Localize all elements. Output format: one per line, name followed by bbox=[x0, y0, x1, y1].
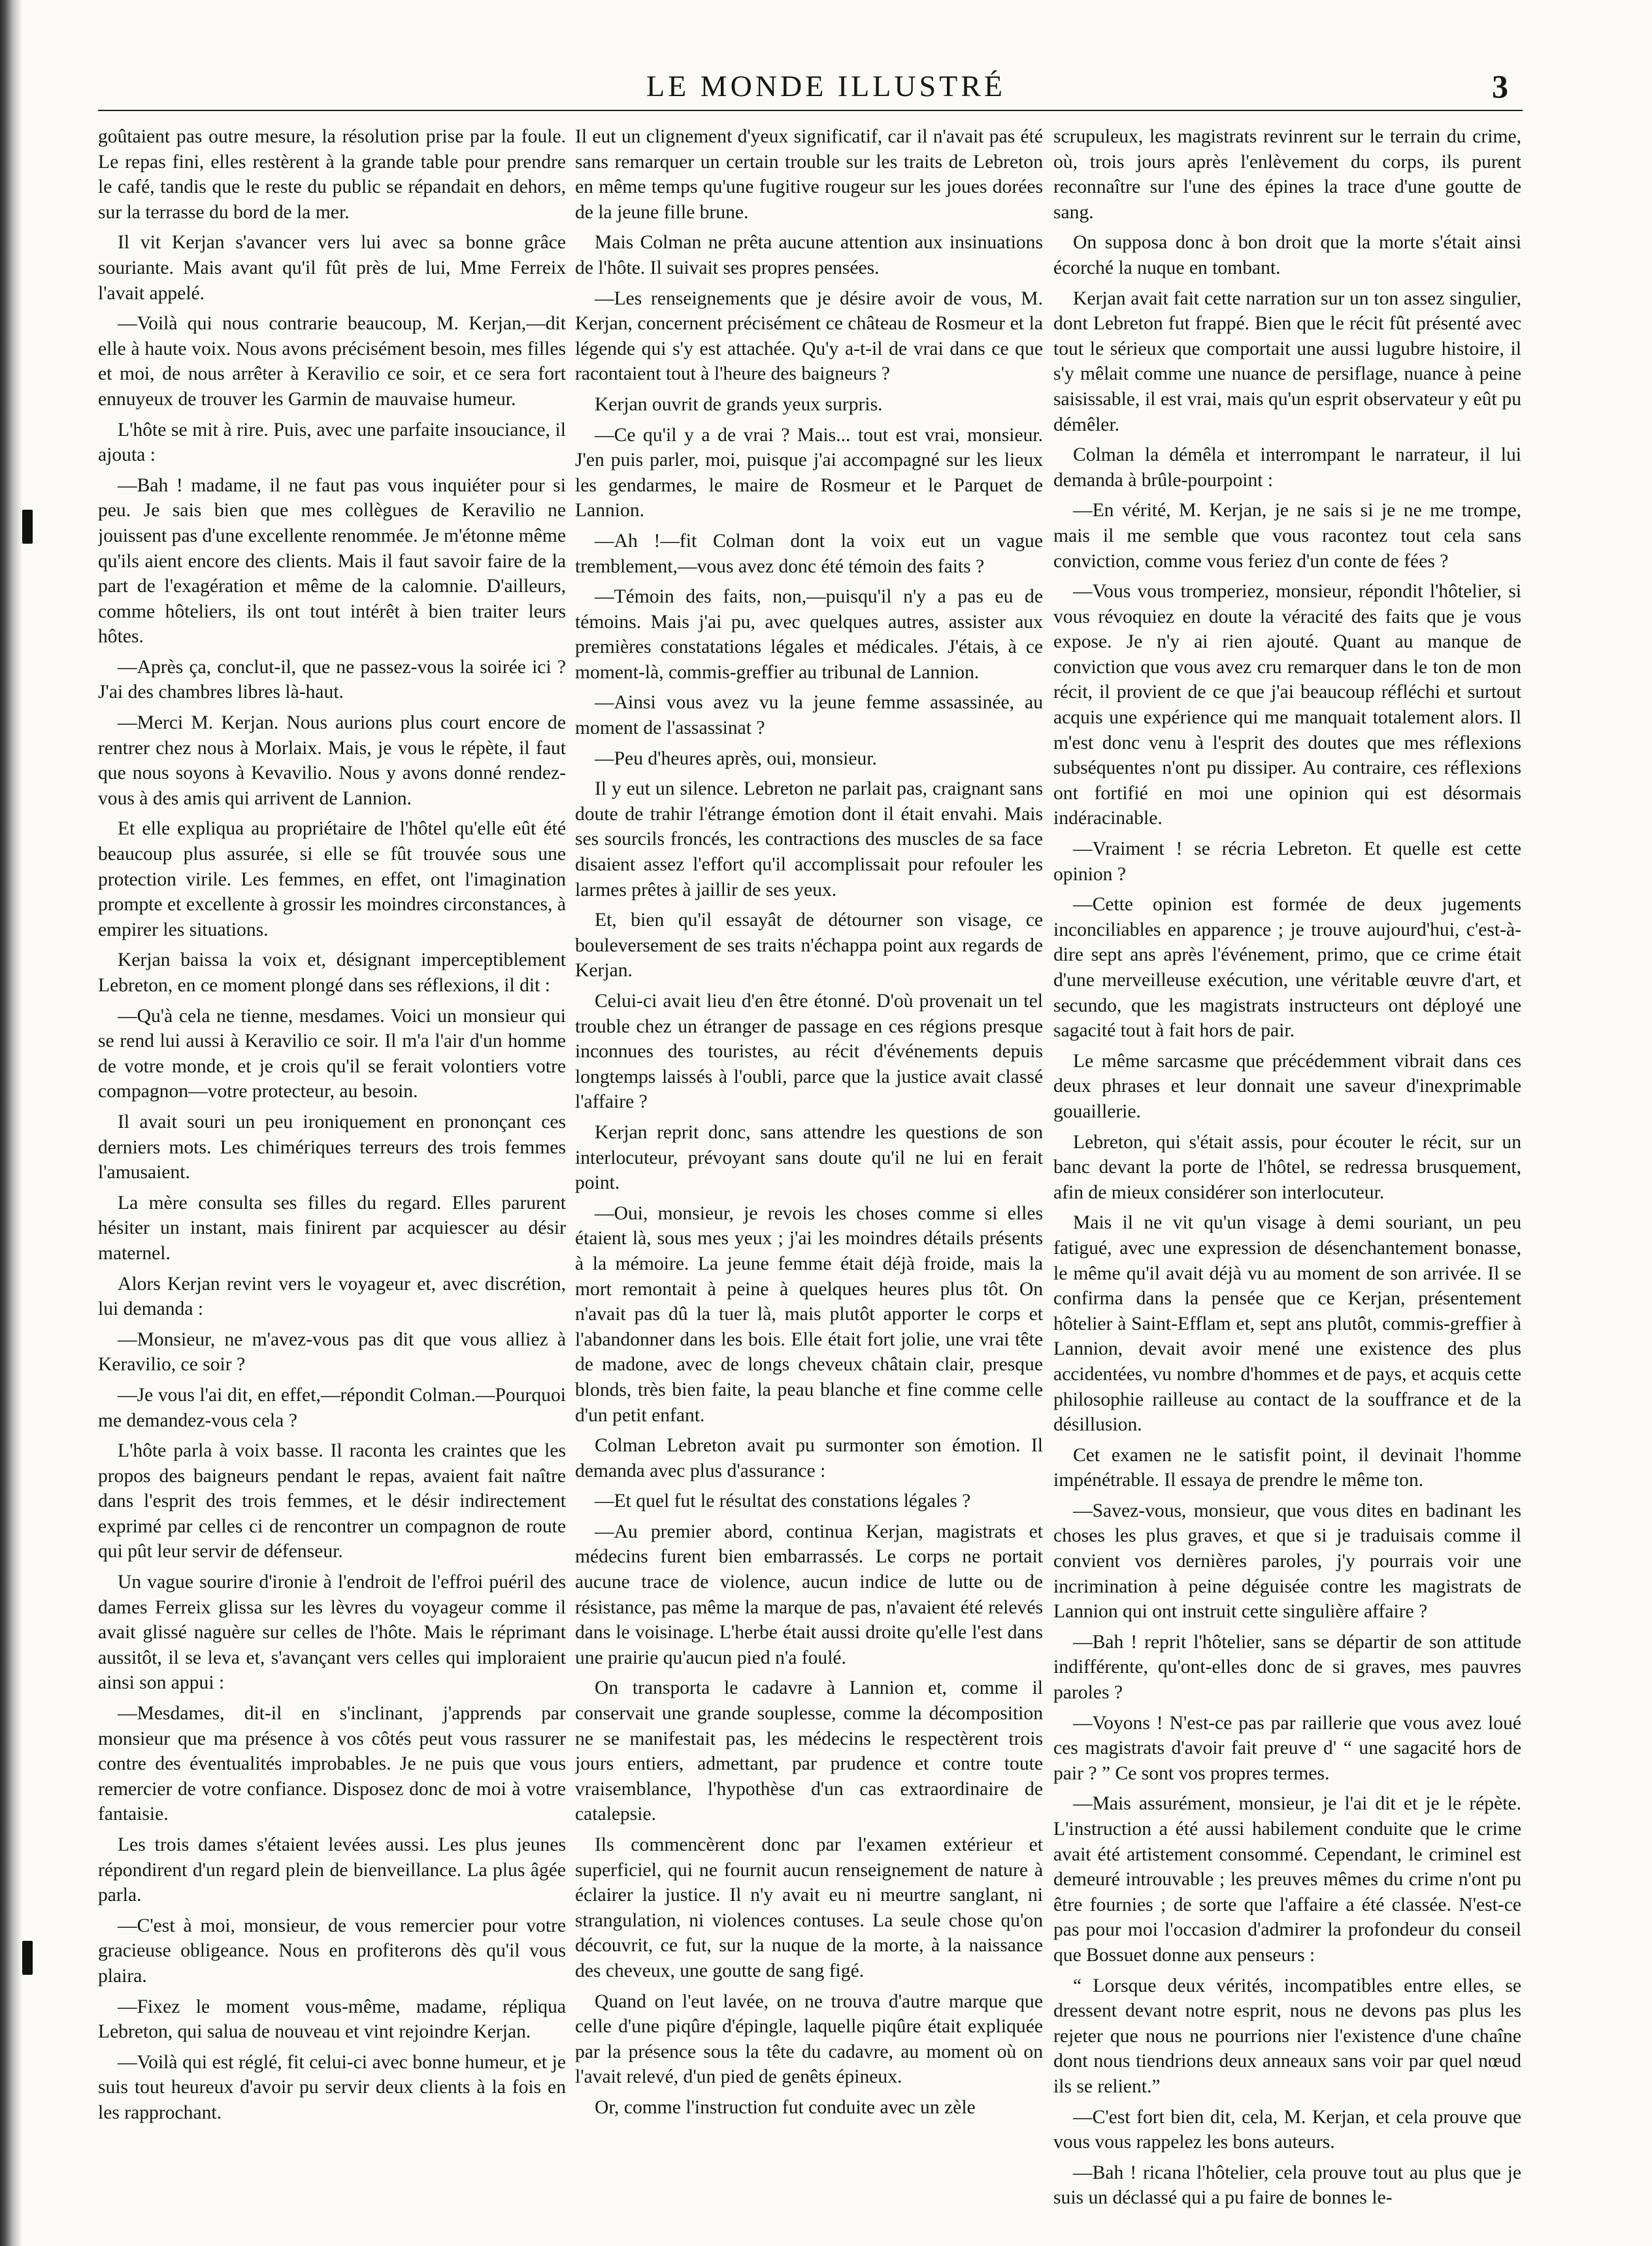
binding-mark bbox=[22, 510, 33, 544]
article-paragraph: Et, bien qu'il essayât de détourner son visage, ce bouleversement de ses traits n'échappa point aux regards de Kerjan. bbox=[575, 910, 1043, 982]
article-paragraph: Quand on l'eut lavée, on ne trouva d'autre marque que celle d'une piqûre d'épingle, laquelle piqûre était expliquée par la présence sous la tête du cadavre, au moment où on l'avait relevé, d'un pied de genêts épineux. bbox=[575, 1990, 1043, 2088]
article-paragraph: —C'est à moi, monsieur, de vous remercier pour votre gracieuse obligeance. Nous en profiterons dès qu'il vous plaira. bbox=[98, 1915, 566, 1987]
article-paragraph: On supposa donc à bon droit que la morte s'était ainsi écorché la nuque en tombant. bbox=[1053, 232, 1521, 278]
article-paragraph: L'hôte parla à voix basse. Il raconta les craintes que les propos des baigneurs pendant le repas, avaient fait naître dans l'esprit des trois femmes, et le désir indirectement exprimé par celles ci de rencontrer un compagnon de route qui pût leur servir de défenseur. bbox=[98, 1440, 566, 1562]
article-paragraph: Il y eut un silence. Lebreton ne parlait pas, craignant sans doute de trahir l'étrange émotion dont il était envahi. Mais ses sourcils froncés, les contractions des muscles de sa face disaient assez l'effort qu'il accomplissait pour refouler les larmes prêtes à jaillir de ses yeux. bbox=[575, 778, 1043, 900]
text-column-1 bbox=[98, 124, 566, 2235]
article-paragraph: Kerjan baissa la voix et, désignant imperceptiblement Lebreton, en ce moment plongé dans ses réflexions, il dit : bbox=[98, 950, 566, 996]
article-paragraph: —Après ça, conclut-il, que ne passez-vous la soirée ici ? J'ai des chambres libres là-haut. bbox=[98, 656, 566, 703]
article-paragraph: scrupuleux, les magistrats revinrent sur le terrain du crime, où, trois jours après l'enlèvement du corps, ils purent reconnaître sur l'une des épines la trace d'une goutte de sang. bbox=[1053, 126, 1521, 223]
article-paragraph: Cet examen ne le satisfit point, il devinait l'homme impénétrable. Il essaya de prendre le même ton. bbox=[1053, 1444, 1521, 1491]
article-paragraph: Kerjan ouvrit de grands yeux surpris. bbox=[595, 393, 883, 415]
article-paragraph: —Ce qu'il y a de vrai ? Mais... tout est vrai, monsieur. J'en puis parler, moi, puisque j'ai accompagné sur les lieux les gendarmes, le maire de Rosmeur et le Parquet de Lannion. bbox=[575, 424, 1043, 521]
article-paragraph: —Qu'à cela ne tienne, mesdames. Voici un monsieur qui se rend lui aussi à Keravilio ce soir. Il m'a l'air d'un homme de votre monde, et je crois qu'il se ferait volontiers votre compagnon—votre protecteur, au besoin. bbox=[98, 1005, 566, 1102]
page-binding-edge bbox=[0, 0, 22, 2246]
article-paragraph: —Au premier abord, continua Kerjan, magistrats et médecins furent bien embarrassés. Le corps ne portait aucune trace de violence, aucun indice de lutte ou de résistance, pas même la marque de pas, n'avaient été relevés dans le voisinage. L'herbe était aussi droite qu'elle l'est dans une prairie qu'aucun pied n'a foulé. bbox=[575, 1521, 1043, 1668]
article-paragraph: Or, comme l'instruction fut conduite avec un zèle bbox=[595, 2096, 976, 2118]
article-paragraph: Et elle expliqua au propriétaire de l'hôtel qu'elle eût été beaucoup plus assurée, si elle se fût trouvée sous une protection virile. Les femmes, en effet, ont l'imagination prompte et excellente à grossir les moindres circonstances, à empirer les situations. bbox=[98, 818, 566, 940]
article-paragraph: Kerjan reprit donc, sans attendre les questions de son interlocuteur, prévoyant sans doute qu'il ne lui en ferait point. bbox=[575, 1121, 1043, 1194]
article-paragraph: —Bah ! madame, il ne faut pas vous inquiéter pour si peu. Je sais bien que mes collègues de Keravilio ne jouissent pas d'une excellente renommée. Je m'étonne même qu'ils aient encore des clients. Mais il faut savoir faire de la part de l'exagération et même de la calomnie. D'ailleurs, comme hôteliers, ils ont tout intérêt à bien traiter leurs hôtes. bbox=[98, 474, 566, 648]
article-paragraph: —Bah ! ricana l'hôtelier, cela prouve tout au plus que je suis un déclassé qui a pu faire de bonnes le- bbox=[1053, 2162, 1521, 2209]
article-paragraph: —Voilà qui nous contrarie beaucoup, M. Kerjan,—dit elle à haute voix. Nous avons précisément besoin, mes filles et moi, de nous arrêter à Keravilio ce soir, et ce sera fort ennuyeux de trouver les Garmin de mauvaise humeur. bbox=[98, 313, 566, 410]
text-column-3 bbox=[1053, 124, 1521, 2235]
article-paragraph: —Ah !—fit Colman dont la voix eut un vague tremblement,—vous avez donc été témoin des faits ? bbox=[575, 530, 1043, 577]
article-paragraph: Colman Lebreton avait pu surmonter son émotion. Il demanda avec plus d'assurance : bbox=[575, 1435, 1043, 1481]
article-paragraph: Il eut un clignement d'yeux significatif, car il n'avait pas été sans remarquer un certain trouble sur les traits de Lebreton en même temps qu'une fugitive rougeur sur les joues dorées de la jeune fille brune. bbox=[575, 126, 1043, 223]
binding-mark bbox=[22, 1941, 33, 1975]
article-paragraph: Kerjan avait fait cette narration sur un ton assez singulier, dont Lebreton fut frappé. Bien que le récit fût présenté avec tout le sérieux que comportait une aussi lugubre histoire, il s'y mêlait comme une nuance de persiflage, nuance à peine saisissable, il est vrai, mais qu'un esprit observateur y eût pu démêler. bbox=[1053, 288, 1521, 435]
article-paragraph: Colman la démêla et interrompant le narrateur, il lui demanda à brûle-pourpoint : bbox=[1053, 444, 1521, 491]
article-paragraph: Il avait souri un peu ironiquement en prononçant ces derniers mots. Les chimériques terreurs des trois femmes l'amusaient. bbox=[98, 1111, 566, 1183]
article-paragraph: —Merci M. Kerjan. Nous aurions plus court encore de rentrer chez nous à Morlaix. Mais, je vous le répète, il faut que nous soyons à Kevavilio. Nous y avons donné rendez-vous à des amis qui arrivent de Lannion. bbox=[98, 712, 566, 809]
article-paragraph: —Mais assurément, monsieur, je l'ai dit et je le répète. L'instruction a été aussi habilement conduite que le crime avait été artistement consommé. Cependant, le criminel est demeuré introuvable ; les preuves mêmes du crime n'ont pu être fournies ; de sorte que l'affaire a été classée. N'est-ce pas pour moi l'occasion d'admirer la profondeur du conseil que Bossuet donne aux penseurs : bbox=[1053, 1793, 1521, 1966]
article-paragraph: Il vit Kerjan s'avancer vers lui avec sa bonne grâce souriante. Mais avant qu'il fût près de lui, Mme Ferreix l'avait appelé. bbox=[98, 232, 566, 304]
article-paragraph: “ Lorsque deux vérités, incompatibles entre elles, se dressent devant notre esprit, nous ne devons pas plus les rejeter que nous ne pourrions nier l'existence d'une chaîne dont nous tiendrions deux anneaux sans voir par quel nœud ils se relient.” bbox=[1053, 1975, 1521, 2097]
text-column-2 bbox=[575, 124, 1043, 2235]
article-paragraph: Alors Kerjan revint vers le voyageur et, avec discrétion, lui demanda : bbox=[98, 1273, 566, 1320]
article-paragraph: —Et quel fut le résultat des constations légales ? bbox=[595, 1491, 971, 1512]
article-paragraph: —Voilà qui est réglé, fit celui-ci avec bonne humeur, et je suis tout heureux d'avoir pu servir deux clients à la fois en les rapprochant. bbox=[98, 2051, 566, 2123]
article-paragraph: —Monsieur, ne m'avez-vous pas dit que vous alliez à Keravilio, ce soir ? bbox=[98, 1329, 566, 1376]
article-paragraph: L'hôte se mit à rire. Puis, avec une parfaite insouciance, il ajouta : bbox=[98, 419, 566, 466]
article-paragraph: On transporta le cadavre à Lannion et, comme il conservait une grande souplesse, comme la décomposition ne se manifestait pas, les médecins le respectèrent trois jours entiers, admettant, par prudence et contre toute vraisemblance, l'hypothèse d'un cas extraordinaire de catalepsie. bbox=[575, 1677, 1043, 1825]
page-number: 3 bbox=[1492, 68, 1508, 105]
article-paragraph: —Les renseignements que je désire avoir de vous, M. Kerjan, concernent précisément ce château de Rosmeur et la légende qui s'y est attachée. Qu'y a-t-il de vrai dans ce que racontaient tout à l'heure des baigneurs ? bbox=[575, 288, 1043, 385]
article-paragraph: —Ainsi vous avez vu la jeune femme assassinée, au moment de l'assassinat ? bbox=[575, 692, 1043, 739]
header-rule bbox=[98, 110, 1523, 111]
masthead-title: LE MONDE ILLUSTRÉ bbox=[646, 69, 1006, 103]
article-paragraph: La mère consulta ses filles du regard. Elles parurent hésiter un instant, mais finirent par acquiescer au désir maternel. bbox=[98, 1192, 566, 1264]
article-paragraph: —Savez-vous, monsieur, que vous dites en badinant les choses les plus graves, et que si je traduisais comme il convient vos dernières paroles, j'y pourrais voir une incrimination à peine déguisée contre les magistrats de Lannion qui ont instruit cette singulière affaire ? bbox=[1053, 1500, 1521, 1623]
article-paragraph: Mais Colman ne prêta aucune attention aux insinuations de l'hôte. Il suivait ses propres pensées. bbox=[575, 232, 1043, 278]
article-paragraph: —Mesdames, dit-il en s'inclinant, j'apprends par monsieur que ma présence à vos côtés peut vous rassurer contre des éventualités improbables. Je ne puis que vous remercier de votre confiance. Disposez donc de moi à votre fantaisie. bbox=[98, 1703, 566, 1825]
article-paragraph: Ils commencèrent donc par l'examen extérieur et superficiel, qui ne fournit aucun renseignement de nature à éclairer la justice. Il n'y avait eu ni meurtre sanglant, ni strangulation, ni violences contuses. La seule chose qu'on découvrit, ce fut, sur la nuque de la morte, à la naissance des cheveux, une goutte de sang figé. bbox=[575, 1834, 1043, 1981]
article-paragraph: Lebreton, qui s'était assis, pour écouter le récit, sur un banc devant la porte de l'hôtel, se redressa brusquement, afin de mieux considérer son interlocuteur. bbox=[1053, 1131, 1521, 1203]
article-paragraph: Celui-ci avait lieu d'en être étonné. D'où provenait un tel trouble chez un étranger de passage en ces régions presque inconnues des touristes, au récit d'événements depuis longtemps laissés à l'oubli, parce que la justice avait classé l'affaire ? bbox=[575, 991, 1043, 1113]
article-paragraph: —Cette opinion est formée de deux jugements inconciliables en apparence ; je trouve aujourd'hui, c'est-à-dire sept ans après l'événement, primo, que ce crime était d'une merveilleuse exécution, une véritable œuvre d'art, et secundo, que les magistrats instructeurs ont déployé une sagacité tout à fait hors de pair. bbox=[1053, 894, 1521, 1042]
article-paragraph: Un vague sourire d'ironie à l'endroit de l'effroi puéril des dames Ferreix glissa sur les lèvres du voyageur comme il avait glissé naguère sur celles de l'hôte. Mais le réprimant aussitôt, il se leva et, s'avançant vers celles qui imploraient ainsi son appui : bbox=[98, 1572, 566, 1694]
article-paragraph: —Oui, monsieur, je revois les choses comme si elles étaient là, sous mes yeux ; j'ai les moindres détails présents à la mémoire. La jeune femme était déjà froide, mais la mort remontait à peine à quelques heures plus tôt. On n'avait pas dû la tuer là, mais plutôt apporter le corps et l'abandonner dans les bois. Elle était fort jolie, une vrai tête de madone, avec de longs cheveux châtain clair, presque blonds, très bien faite, la peau blanche et fine comme celle d'un petit enfant. bbox=[575, 1202, 1043, 1426]
article-paragraph: goûtaient pas outre mesure, la résolution prise par la foule. Le repas fini, elles restèrent à la grande table pour prendre le café, tandis que le reste du public se répandait en dehors, sur la terrasse du bord de la mer. bbox=[98, 126, 566, 223]
article-paragraph: —C'est fort bien dit, cela, M. Kerjan, et cela prouve que vous vous rappelez les bons auteurs. bbox=[1053, 2106, 1521, 2153]
article-paragraph: Mais il ne vit qu'un visage à demi souriant, un peu fatigué, avec une expression de désenchantement bonasse, le même qu'il avait déjà vu au moment de son arrivée. Il se confirma dans la pensée que ce Kerjan, présentement hôtelier à Saint-Efflam et, sept ans plutôt, commis-greffier à Lannion, devait avoir mené une existence des plus accidentées, vu nombre d'hommes et de pays, et acquis cette philosophie railleuse au contact de la souffrance et de la désillusion. bbox=[1053, 1212, 1521, 1436]
article-paragraph: Le même sarcasme que précédemment vibrait dans ces deux phrases et leur donnait une saveur d'inexprimable gouaillerie. bbox=[1053, 1050, 1521, 1122]
article-paragraph: —Témoin des faits, non,—puisqu'il n'y a pas eu de témoins. Mais j'ai pu, avec quelques autres, assister aux premières constatations légales et médicales. J'étais, à ce moment-là, commis-greffier au tribunal de Lannion. bbox=[575, 586, 1043, 683]
article-paragraph: —Fixez le moment vous-même, madame, répliqua Lebreton, qui salua de nouveau et vint rejoindre Kerjan. bbox=[98, 1996, 566, 2043]
article-paragraph: —En vérité, M. Kerjan, je ne sais si je ne me trompe, mais il me semble que vous racontez tout cela sans conviction, comme vous feriez d'un conte de fées ? bbox=[1053, 500, 1521, 572]
article-paragraph: —Bah ! reprit l'hôtelier, sans se départir de son attitude indifférente, qu'ont-elles donc de si graves, mes pauvres paroles ? bbox=[1053, 1631, 1521, 1704]
article-paragraph: —Voyons ! N'est-ce pas par raillerie que vous avez loué ces magistrats d'avoir fait preuve d' “ une sagacité hors de pair ? ” Ce sont vos propres termes. bbox=[1053, 1712, 1521, 1784]
article-paragraph: —Peu d'heures après, oui, monsieur. bbox=[595, 748, 877, 769]
page-header bbox=[0, 67, 1652, 106]
article-paragraph: —Je vous l'ai dit, en effet,—répondit Colman.—Pourquoi me demandez-vous cela ? bbox=[98, 1384, 566, 1431]
article-paragraph: —Vous vous tromperiez, monsieur, répondit l'hôtelier, si vous révoquiez en doute la véracité des faits que je vous expose. Je n'y ai rien ajouté. Quant au manque de conviction que vous avez cru remarquer dans le ton de mon récit, il provient de ce que j'ai beaucoup réfléchi et surtout acquis une expérience qui me manquait totalement alors. Il m'est donc venu à l'esprit des doutes que mes réflexions subséquentes n'ont pu dissiper. Au contraire, ces réflexions ont fortifié en moi une opinion qui est désormais indéracinable. bbox=[1053, 581, 1521, 829]
article-paragraph: Les trois dames s'étaient levées aussi. Les plus jeunes répondirent d'un regard plein de bienveillance. La plus âgée parla. bbox=[98, 1834, 566, 1906]
article-paragraph: —Vraiment ! se récria Lebreton. Et quelle est cette opinion ? bbox=[1053, 838, 1521, 885]
